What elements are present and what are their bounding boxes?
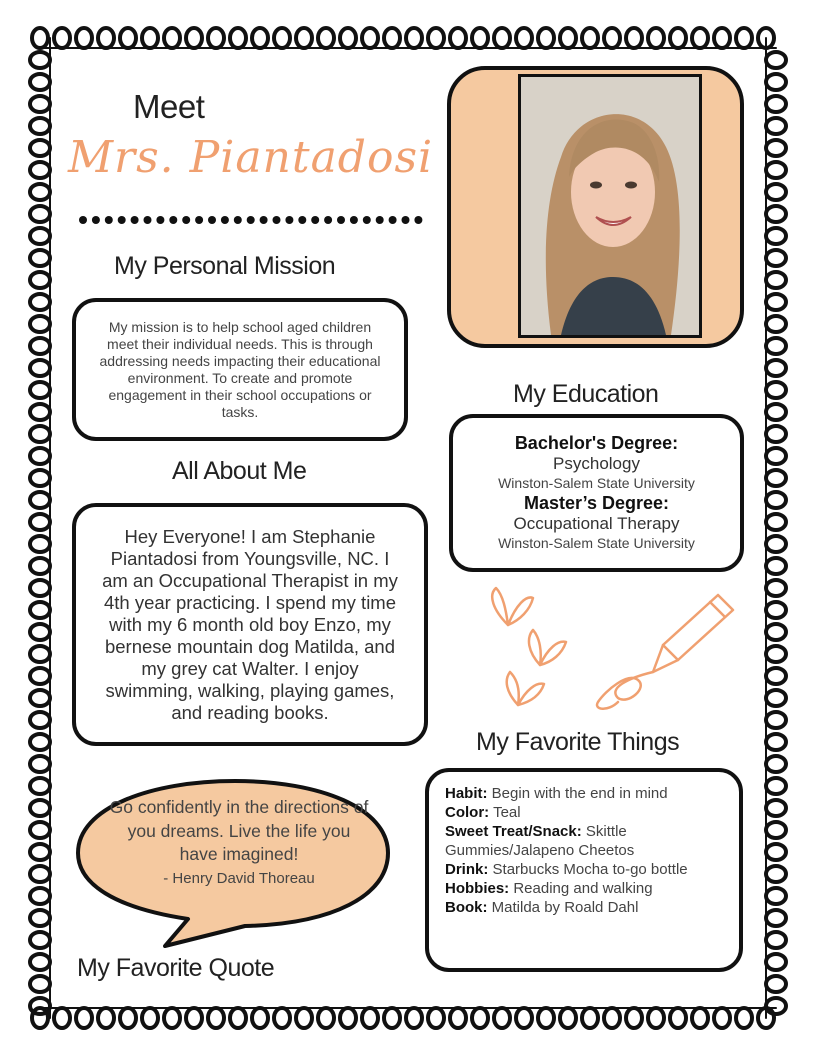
favorite-item <box>445 879 723 898</box>
education-box <box>449 414 744 572</box>
favorite-label: Color: <box>445 804 490 821</box>
favorite-label: Habit: <box>445 785 488 802</box>
bachelor-school: Winston-Salem State University <box>498 475 695 491</box>
master-label: Master’s Degree: <box>523 493 670 513</box>
bachelor-label: Bachelor's Degree: <box>514 433 679 453</box>
about-text: Hey Everyone! I am Stephanie Piantadosi from Youngsville, NC. I am an Occupational Therapist in my 4th year practicing. I spend my time with my 6 month old boy Enzo, my bernese mountain dog Matilda, and my grey cat Walter. I enjoy swimming, walking, playing games, and reading books. <box>102 525 398 723</box>
favorite-label: Sweet Treat/Snack: <box>445 823 582 840</box>
teacher-photo <box>518 74 702 338</box>
mission-box <box>72 298 408 441</box>
quote-body: Go confidently in the directions of you dreams. Live the life you have imagined! <box>109 797 369 864</box>
favorite-value: Teal <box>493 804 521 821</box>
portrait-illustration <box>521 77 699 335</box>
favorite-item <box>445 860 723 879</box>
about-box <box>72 503 428 746</box>
mission-text: My mission is to help school aged children meet their individual needs. This is through addressing needs impacting their educational environment. To create and promote engagement in their school occupations or tasks. <box>99 318 381 420</box>
favorites-box <box>425 768 743 972</box>
bachelor-field: Psychology <box>553 454 640 473</box>
favorites-heading: My Favorite Things <box>476 728 680 756</box>
favorite-item <box>445 898 723 917</box>
master-school: Winston-Salem State University <box>498 535 695 551</box>
favorite-item <box>445 784 723 803</box>
pencil-doodle-icon <box>478 580 740 715</box>
favorite-value: Skittle Gummies/Jalapeno Cheetos <box>445 823 635 859</box>
favorite-label: Drink: <box>445 861 489 878</box>
favorite-label: Hobbies: <box>445 880 510 897</box>
favorite-value: Matilda by Roald Dahl <box>491 899 639 916</box>
dotted-divider <box>78 214 424 226</box>
meet-label: Meet <box>133 88 205 125</box>
mission-heading: My Personal Mission <box>114 252 336 280</box>
master-field: Occupational Therapy <box>513 514 680 533</box>
favorite-label: Book: <box>445 899 488 916</box>
about-heading: All About Me <box>172 457 307 485</box>
teacher-name: Mrs. Piantadosi <box>68 132 434 183</box>
favorite-value: Begin with the end in mind <box>491 785 668 802</box>
education-heading: My Education <box>513 380 659 408</box>
quote-author: - Henry David Thoreau <box>163 869 315 887</box>
favorite-item <box>445 803 723 822</box>
favorite-item <box>445 822 723 860</box>
quote-heading: My Favorite Quote <box>77 954 275 982</box>
quote-text <box>108 796 370 890</box>
favorite-value: Reading and walking <box>513 880 653 897</box>
favorite-value: Starbucks Mocha to-go bottle <box>492 861 688 878</box>
